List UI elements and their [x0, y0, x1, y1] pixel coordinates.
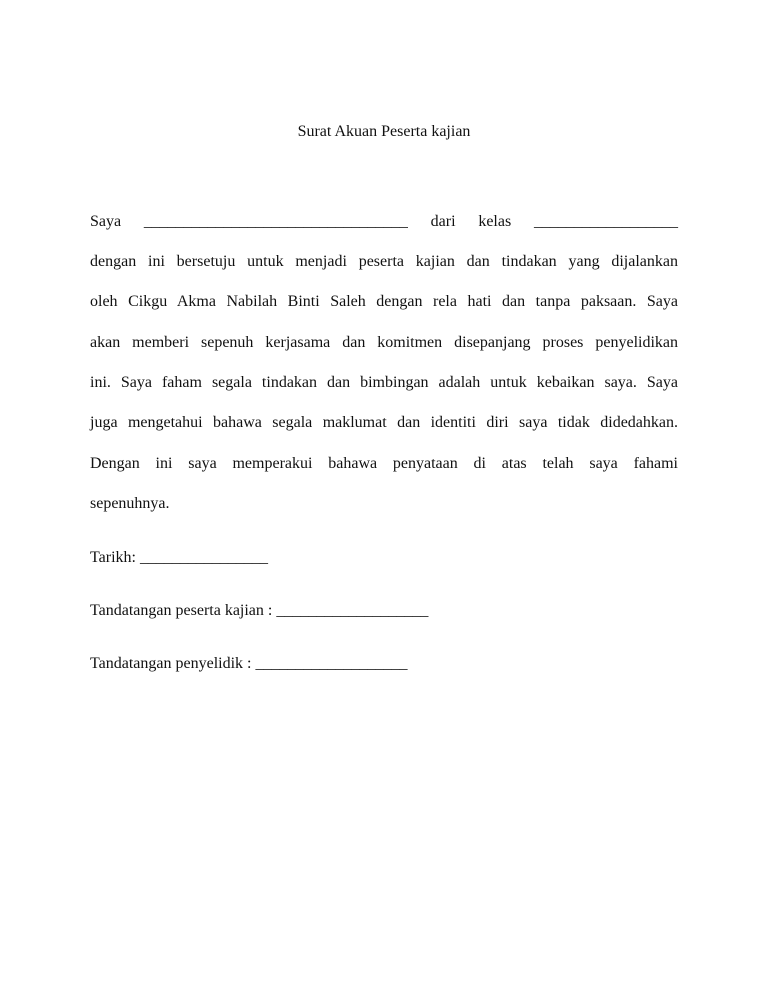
- body-line-7: Dengan ini saya memperakui bahawa penyataan di atas telah saya fahami: [90, 455, 678, 472]
- body-line-3: oleh Cikgu Akma Nabilah Binti Saleh dengan rela hati dan tanpa paksaan. Saya: [90, 293, 678, 310]
- body-line-1: Saya _________________________________ dari kelas __________________: [90, 213, 678, 230]
- document-title: Surat Akuan Peserta kajian: [297, 123, 471, 140]
- body-line-2: dengan ini bersetuju untuk menjadi peserta kajian dan tindakan yang dijalankan: [90, 253, 678, 270]
- participant-signature-line: Tandatangan peserta kajian : ___________________: [90, 602, 429, 619]
- researcher-signature-line: Tandatangan penyelidik : ___________________: [90, 655, 408, 672]
- date-field-line: Tarikh: ________________: [90, 549, 268, 566]
- body-line-5: ini. Saya faham segala tindakan dan bimbingan adalah untuk kebaikan saya. Saya: [90, 374, 678, 391]
- body-line-6: juga mengetahui bahawa segala maklumat dan identiti diri saya tidak didedahkan.: [90, 414, 678, 431]
- body-line-4: akan memberi sepenuh kerjasama dan komitmen disepanjang proses penyelidikan: [90, 334, 678, 351]
- body-line-8: sepenuhnya.: [90, 495, 170, 512]
